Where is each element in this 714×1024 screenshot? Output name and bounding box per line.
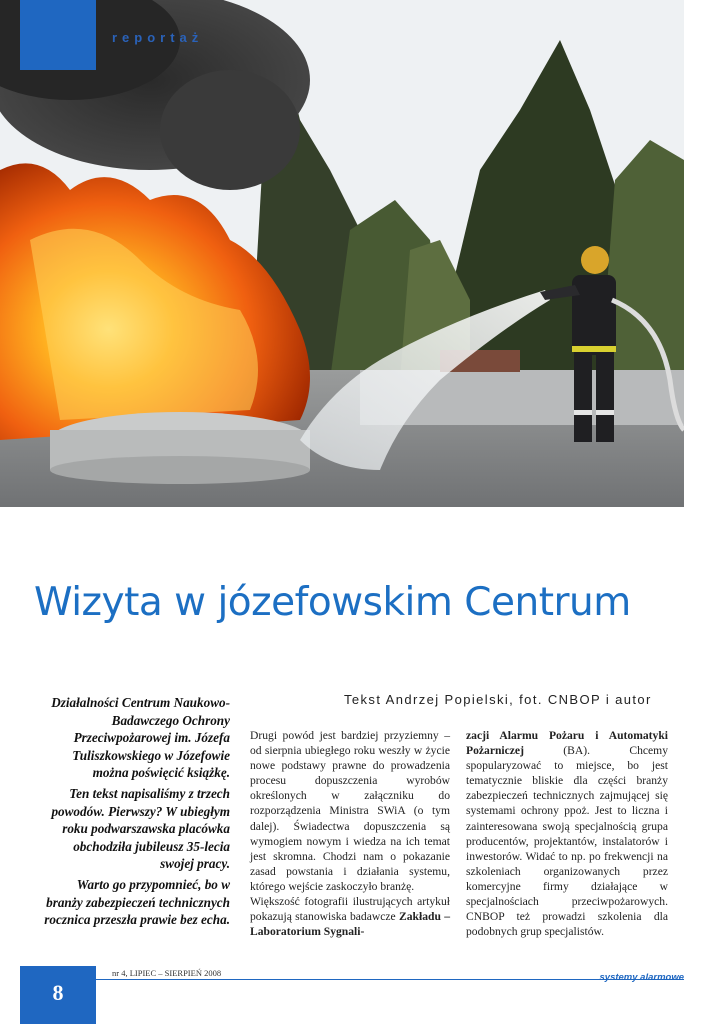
footer-rule xyxy=(20,979,684,980)
hero-photo xyxy=(0,0,684,507)
section-label: reportaż xyxy=(112,30,204,45)
firefighter-photo-illustration xyxy=(0,0,684,507)
section-color-block xyxy=(20,0,96,70)
body-paragraph xyxy=(466,728,668,939)
lead-paragraph-2: Ten tekst napisaliśmy z trzech powodów. Pierwszy? W ubiegłym roku podwarszawska placówka obchodziła jubileusz 35-lecia swojej pracy. xyxy=(51,785,230,872)
body-paragraph: Drugi powód jest bardziej przyziemny – od sierpnia ubiegłego roku weszły w życie nowe podstawy prawne do prowadzenia procesu dopuszczenia wyrobów określonych w załączniku do rozporządzenia Ministra SWiA (o tym dalej). Świadectwa dopuszczenia są wymogiem nowym i wiedza na ich temat jest skromna. Chodzi nam o pokazanie zasad powstania i działania systemu, którego wejście zaskoczyło branżę. xyxy=(250,729,450,893)
issue-info: nr 4, LIPIEC – SIERPIEŃ 2008 xyxy=(112,968,222,978)
body-bold-text: zacji Alarmu Pożaru i Automatyki Pożarniczej xyxy=(466,729,668,758)
body-paragraph xyxy=(250,894,450,939)
article-title: Wizyta w józefowskim Centrum xyxy=(34,580,631,625)
body-text: Większość fotografii ilustrujących artykuł pokazują stanowiska badawcze xyxy=(250,895,450,924)
article-credit: Tekst Andrzej Popielski, fot. CNBOP i autor xyxy=(344,692,652,707)
journal-name: systemy alarmowe xyxy=(599,972,684,983)
body-text: (BA). Chcemy spopularyzować to miejsce, bo jest tematycznie bliskie dla części branży zabezpieczeń technicznych zajmującej się systemami ochrony ppoż. Jest to liczna i zainteresowana swoją specjalnością grupa producentów, projektantów, instalatorów i inwestorów. Widać to np. po frekwencji na szkoleniach organizowanych przez komercyjne firmy działające w specjalnościach przeciwpożarowych. CNBOP też prowadzi szkolenia dla podobnych grup specjalistów. xyxy=(466,744,668,939)
article-lead xyxy=(40,694,230,932)
lead-paragraph-1: Działalności Centrum Naukowo-Badawczego Ochrony Przeciwpożarowej im. Józefa Tuliszkowskiego w Józefowie można poświęcić książkę. xyxy=(51,695,230,781)
page-number: 8 xyxy=(52,980,64,1005)
body-column-2 xyxy=(466,728,668,939)
body-bold-text: Zakładu – Laboratorium Sygnali- xyxy=(250,910,450,939)
lead-paragraph-3: Warto go przypomnieć, bo w branży zabezpieczeń technicznych rocznica przeszła prawie bez echa. xyxy=(44,876,230,928)
body-column-1 xyxy=(250,728,450,939)
